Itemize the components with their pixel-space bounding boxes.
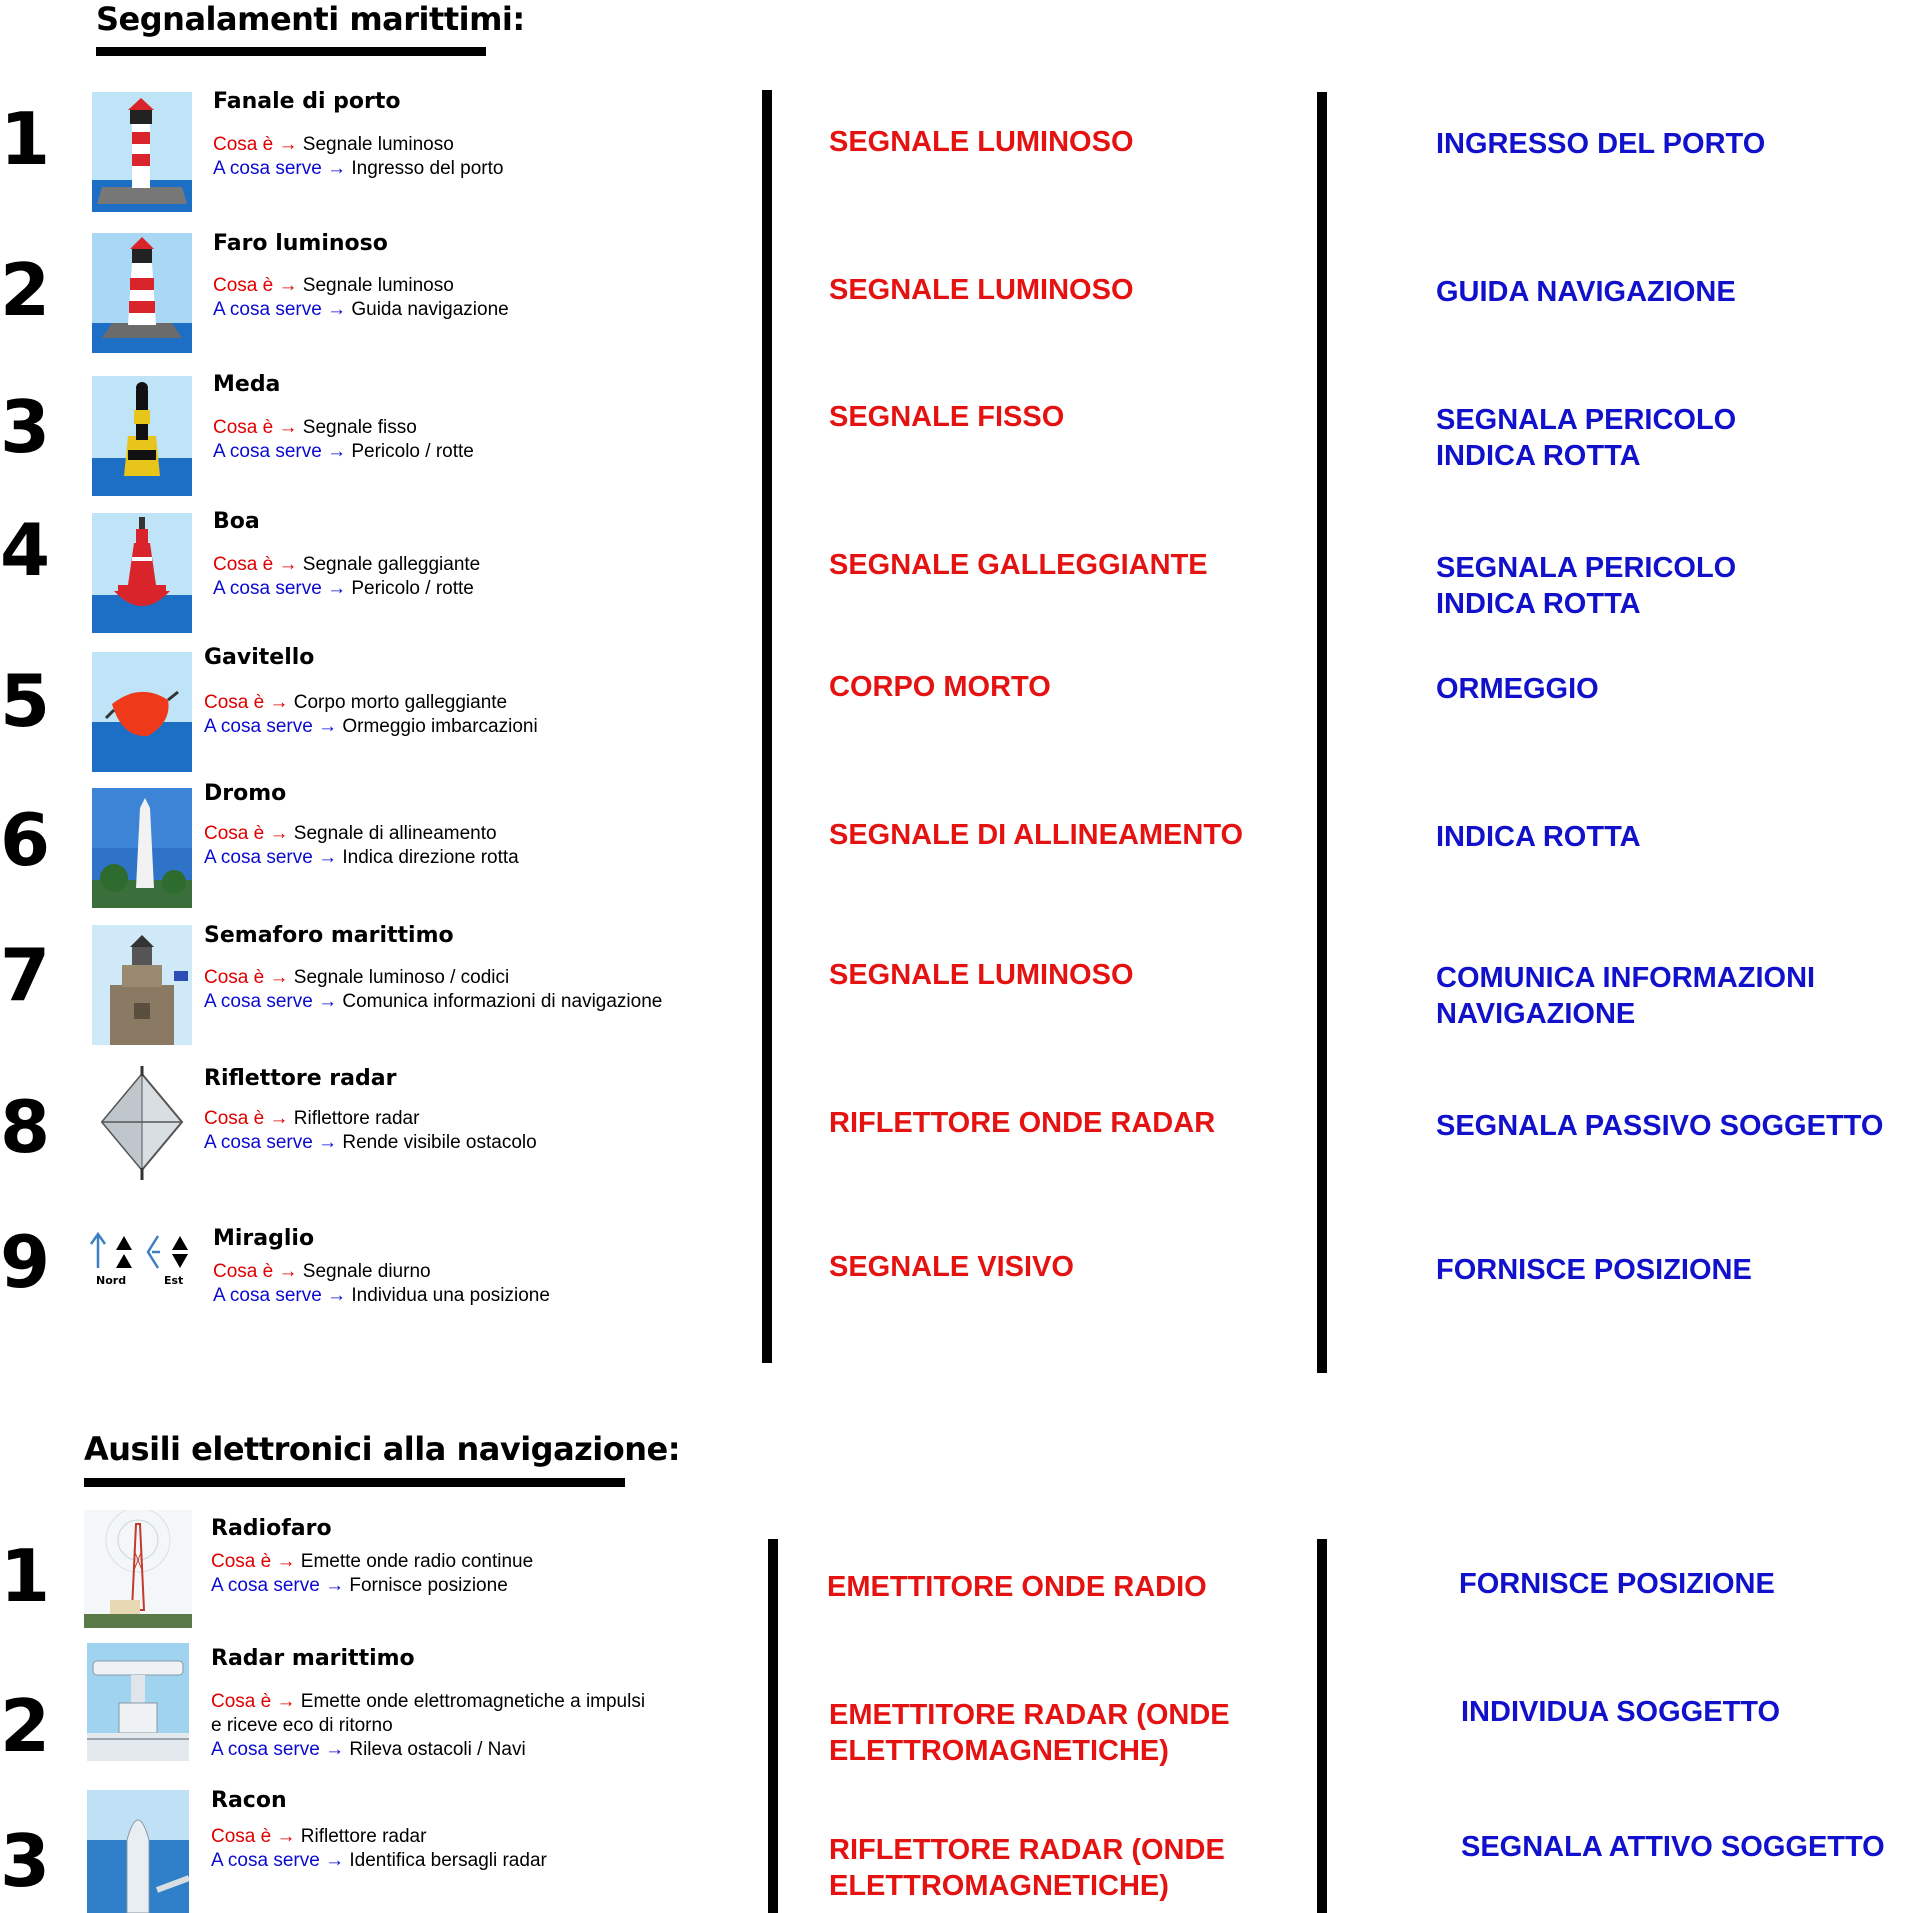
item-number: 2 — [0, 1684, 51, 1768]
arrow-icon: → — [278, 134, 298, 155]
serve-value: Ingresso del porto — [351, 158, 504, 179]
arrow-icon: → — [278, 554, 298, 575]
item-number: 1 — [0, 97, 51, 181]
column-divider-left — [768, 1539, 778, 1913]
cosa-label: Cosa è — [211, 1551, 272, 1572]
item-title: Faro luminoso — [213, 231, 388, 256]
cosa-label: Cosa è — [204, 823, 265, 844]
serve-value: Ormeggio imbarcazioni — [342, 716, 538, 737]
type-label: CORPO MORTO — [829, 671, 1051, 703]
item-title: Gavitello — [204, 645, 315, 670]
type-label: RIFLETTORE RADAR (ONDE ELETTROMAGNETICHE) — [829, 1834, 1225, 1902]
serve-label: A cosa serve — [211, 1575, 320, 1596]
arrow-icon: → — [327, 158, 347, 179]
type-label: SEGNALE DI ALLINEAMENTO — [829, 819, 1244, 851]
section-title-segnalamenti: Segnalamenti marittimi: — [96, 0, 525, 38]
type-label: EMETTITORE ONDE RADIO — [827, 1571, 1207, 1603]
item-description — [213, 133, 503, 181]
serve-value: Indica direzione rotta — [342, 847, 519, 868]
arrow-icon: → — [269, 967, 289, 988]
arrow-icon: → — [318, 847, 338, 868]
column-divider-right — [1317, 1539, 1327, 1913]
item-number: 3 — [0, 1819, 51, 1903]
cosa-label: Cosa è — [213, 134, 274, 155]
serve-value: Rileva ostacoli / Navi — [349, 1739, 526, 1760]
cosa-value: Segnale fisso — [302, 417, 417, 438]
cosa-value: Segnale diurno — [302, 1261, 431, 1282]
section-title-ausili-elettronici: Ausili elettronici alla navigazione: — [84, 1430, 681, 1468]
cosa-value: Riflettore radar — [293, 1108, 420, 1129]
serve-value: Identifica bersagli radar — [349, 1850, 547, 1871]
serve-label: A cosa serve — [211, 1850, 320, 1871]
boa-image — [92, 513, 192, 633]
use-label: COMUNICA INFORMAZIONI NAVIGAZIONE — [1436, 962, 1816, 1030]
item-description — [204, 691, 538, 739]
cosa-label: Cosa è — [204, 692, 265, 713]
use-label: GUIDA NAVIGAZIONE — [1436, 276, 1736, 308]
item-title: Radar marittimo — [211, 1646, 415, 1671]
use-label: FORNISCE POSIZIONE — [1459, 1568, 1775, 1600]
arrow-icon: → — [276, 1826, 296, 1847]
use-label: SEGNALA PERICOLO INDICA ROTTA — [1436, 552, 1737, 620]
serve-label: A cosa serve — [204, 847, 313, 868]
double-cone-up-icon — [116, 1236, 132, 1268]
serve-label: A cosa serve — [211, 1739, 320, 1760]
cosa-value: Emette onde radio continue — [300, 1551, 534, 1572]
item-number: 4 — [0, 508, 51, 592]
faro-luminoso-image — [92, 233, 192, 353]
use-label: SEGNALA PERICOLO INDICA ROTTA — [1436, 404, 1737, 472]
semaforo-marittimo-image — [92, 925, 192, 1045]
arrow-icon: → — [269, 1108, 289, 1129]
arrow-icon: → — [278, 275, 298, 296]
item-description — [204, 1107, 537, 1155]
icon-label-est: Est — [164, 1274, 184, 1287]
arrow-icon: → — [278, 1261, 298, 1282]
fanale-di-porto-image — [92, 92, 192, 212]
arrow-icon: → — [318, 1132, 338, 1153]
serve-label: A cosa serve — [213, 299, 322, 320]
serve-value: Pericolo / rotte — [351, 578, 474, 599]
item-description — [211, 1825, 547, 1873]
arrow-icon: → — [327, 578, 347, 599]
item-title: Semaforo marittimo — [204, 923, 454, 948]
arrow-icon: → — [276, 1551, 296, 1572]
type-label: SEGNALE FISSO — [829, 401, 1065, 433]
radar-marittimo-image — [87, 1643, 189, 1761]
cosa-value: Riflettore radar — [300, 1826, 427, 1847]
cosa-label: Cosa è — [211, 1691, 272, 1712]
item-title: Meda — [213, 372, 281, 397]
cosa-value: Segnale luminoso — [302, 275, 454, 296]
arrow-icon: → — [325, 1850, 345, 1871]
serve-value: Pericolo / rotte — [351, 441, 474, 462]
item-description — [213, 274, 509, 322]
item-number: 5 — [0, 659, 51, 743]
item-number: 9 — [0, 1220, 51, 1304]
gavitello-image — [92, 652, 192, 772]
item-description — [211, 1550, 533, 1598]
serve-label: A cosa serve — [204, 1132, 313, 1153]
type-label: SEGNALE LUMINOSO — [829, 959, 1134, 991]
item-title: Fanale di porto — [213, 89, 401, 114]
serve-label: A cosa serve — [204, 716, 313, 737]
use-label: INGRESSO DEL PORTO — [1436, 128, 1766, 160]
arrow-icon: → — [327, 299, 347, 320]
section-rule — [84, 1478, 625, 1487]
cosa-label: Cosa è — [204, 1108, 265, 1129]
type-label: SEGNALE LUMINOSO — [829, 274, 1134, 306]
miraglio-icons — [84, 1228, 194, 1290]
arrow-icon: → — [327, 1285, 347, 1306]
cosa-label: Cosa è — [213, 275, 274, 296]
serve-label: A cosa serve — [213, 441, 322, 462]
type-label: SEGNALE GALLEGGIANTE — [829, 549, 1208, 581]
cosa-value: Segnale galleggiante — [302, 554, 481, 575]
serve-label: A cosa serve — [204, 991, 313, 1012]
cosa-label: Cosa è — [211, 1826, 272, 1847]
use-label: SEGNALA ATTIVO SOGGETTO — [1461, 1831, 1885, 1863]
item-title: Dromo — [204, 781, 287, 806]
riflettore-radar-image — [92, 1062, 192, 1182]
serve-label: A cosa serve — [213, 578, 322, 599]
item-title: Radiofaro — [211, 1516, 332, 1541]
cosa-label: Cosa è — [204, 967, 265, 988]
arrow-icon: → — [269, 692, 289, 713]
section-rule — [96, 47, 486, 56]
arrow-icon: → — [325, 1575, 345, 1596]
item-description — [213, 1260, 550, 1308]
cosa-value: Segnale di allineamento — [293, 823, 497, 844]
item-number: 3 — [0, 385, 51, 469]
cosa-label: Cosa è — [213, 554, 274, 575]
item-number: 2 — [0, 248, 51, 332]
radiofaro-image — [84, 1510, 192, 1628]
serve-value: Fornisce posizione — [349, 1575, 508, 1596]
item-title: Miraglio — [213, 1226, 315, 1251]
serve-value: Individua una posizione — [351, 1285, 550, 1306]
type-label: SEGNALE VISIVO — [829, 1251, 1074, 1283]
serve-label: A cosa serve — [213, 1285, 322, 1306]
item-number: 8 — [0, 1085, 51, 1169]
column-divider-left — [762, 90, 772, 1363]
arrow-icon: → — [327, 441, 347, 462]
use-label: INDIVIDUA SOGGETTO — [1461, 1696, 1781, 1728]
serve-label: A cosa serve — [213, 158, 322, 179]
arrow-icon: → — [318, 991, 338, 1012]
type-label: EMETTITORE RADAR (ONDE ELETTROMAGNETICHE) — [829, 1699, 1230, 1767]
serve-value: Comunica informazioni di navigazione — [342, 991, 663, 1012]
arrow-icon: → — [318, 716, 338, 737]
type-label: SEGNALE LUMINOSO — [829, 126, 1134, 158]
meda-image — [92, 376, 192, 496]
cosa-value: Segnale luminoso / codici — [293, 967, 510, 988]
cosa-value: Emette onde elettromagnetiche a impulsi — [300, 1691, 646, 1712]
double-cone-opposed-icon — [172, 1236, 188, 1268]
use-label: SEGNALA PASSIVO SOGGETTO — [1436, 1110, 1884, 1142]
arrow-up-icon — [91, 1234, 105, 1268]
item-description — [204, 822, 519, 870]
serve-value: Guida navigazione — [351, 299, 509, 320]
item-title: Racon — [211, 1788, 287, 1813]
cosa-value: Corpo morto galleggiante — [293, 692, 508, 713]
cosa-value-continued: e riceve eco di ritorno — [211, 1715, 393, 1736]
item-title: Boa — [213, 509, 260, 534]
arrow-icon: → — [276, 1691, 296, 1712]
cosa-label: Cosa è — [213, 1261, 274, 1282]
item-description — [211, 1690, 645, 1762]
item-description — [213, 416, 474, 464]
racon-image — [87, 1790, 189, 1913]
arrow-icon: → — [325, 1739, 345, 1760]
column-divider-right — [1317, 92, 1327, 1373]
arrow-icon: → — [278, 417, 298, 438]
arrow-left-icon — [148, 1236, 160, 1268]
icon-label-nord: Nord — [96, 1274, 127, 1287]
cosa-label: Cosa è — [213, 417, 274, 438]
use-label: INDICA ROTTA — [1436, 821, 1641, 853]
item-title: Riflettore radar — [204, 1066, 397, 1091]
item-number: 6 — [0, 798, 51, 882]
use-label: FORNISCE POSIZIONE — [1436, 1254, 1752, 1286]
serve-value: Rende visibile ostacolo — [342, 1132, 537, 1153]
item-description — [213, 553, 480, 601]
dromo-image — [92, 788, 192, 908]
item-number: 7 — [0, 933, 51, 1017]
arrow-icon: → — [269, 823, 289, 844]
item-description — [204, 966, 662, 1014]
item-number: 1 — [0, 1534, 51, 1618]
use-label: ORMEGGIO — [1436, 673, 1599, 705]
type-label: RIFLETTORE ONDE RADAR — [829, 1107, 1216, 1139]
cosa-value: Segnale luminoso — [302, 134, 454, 155]
